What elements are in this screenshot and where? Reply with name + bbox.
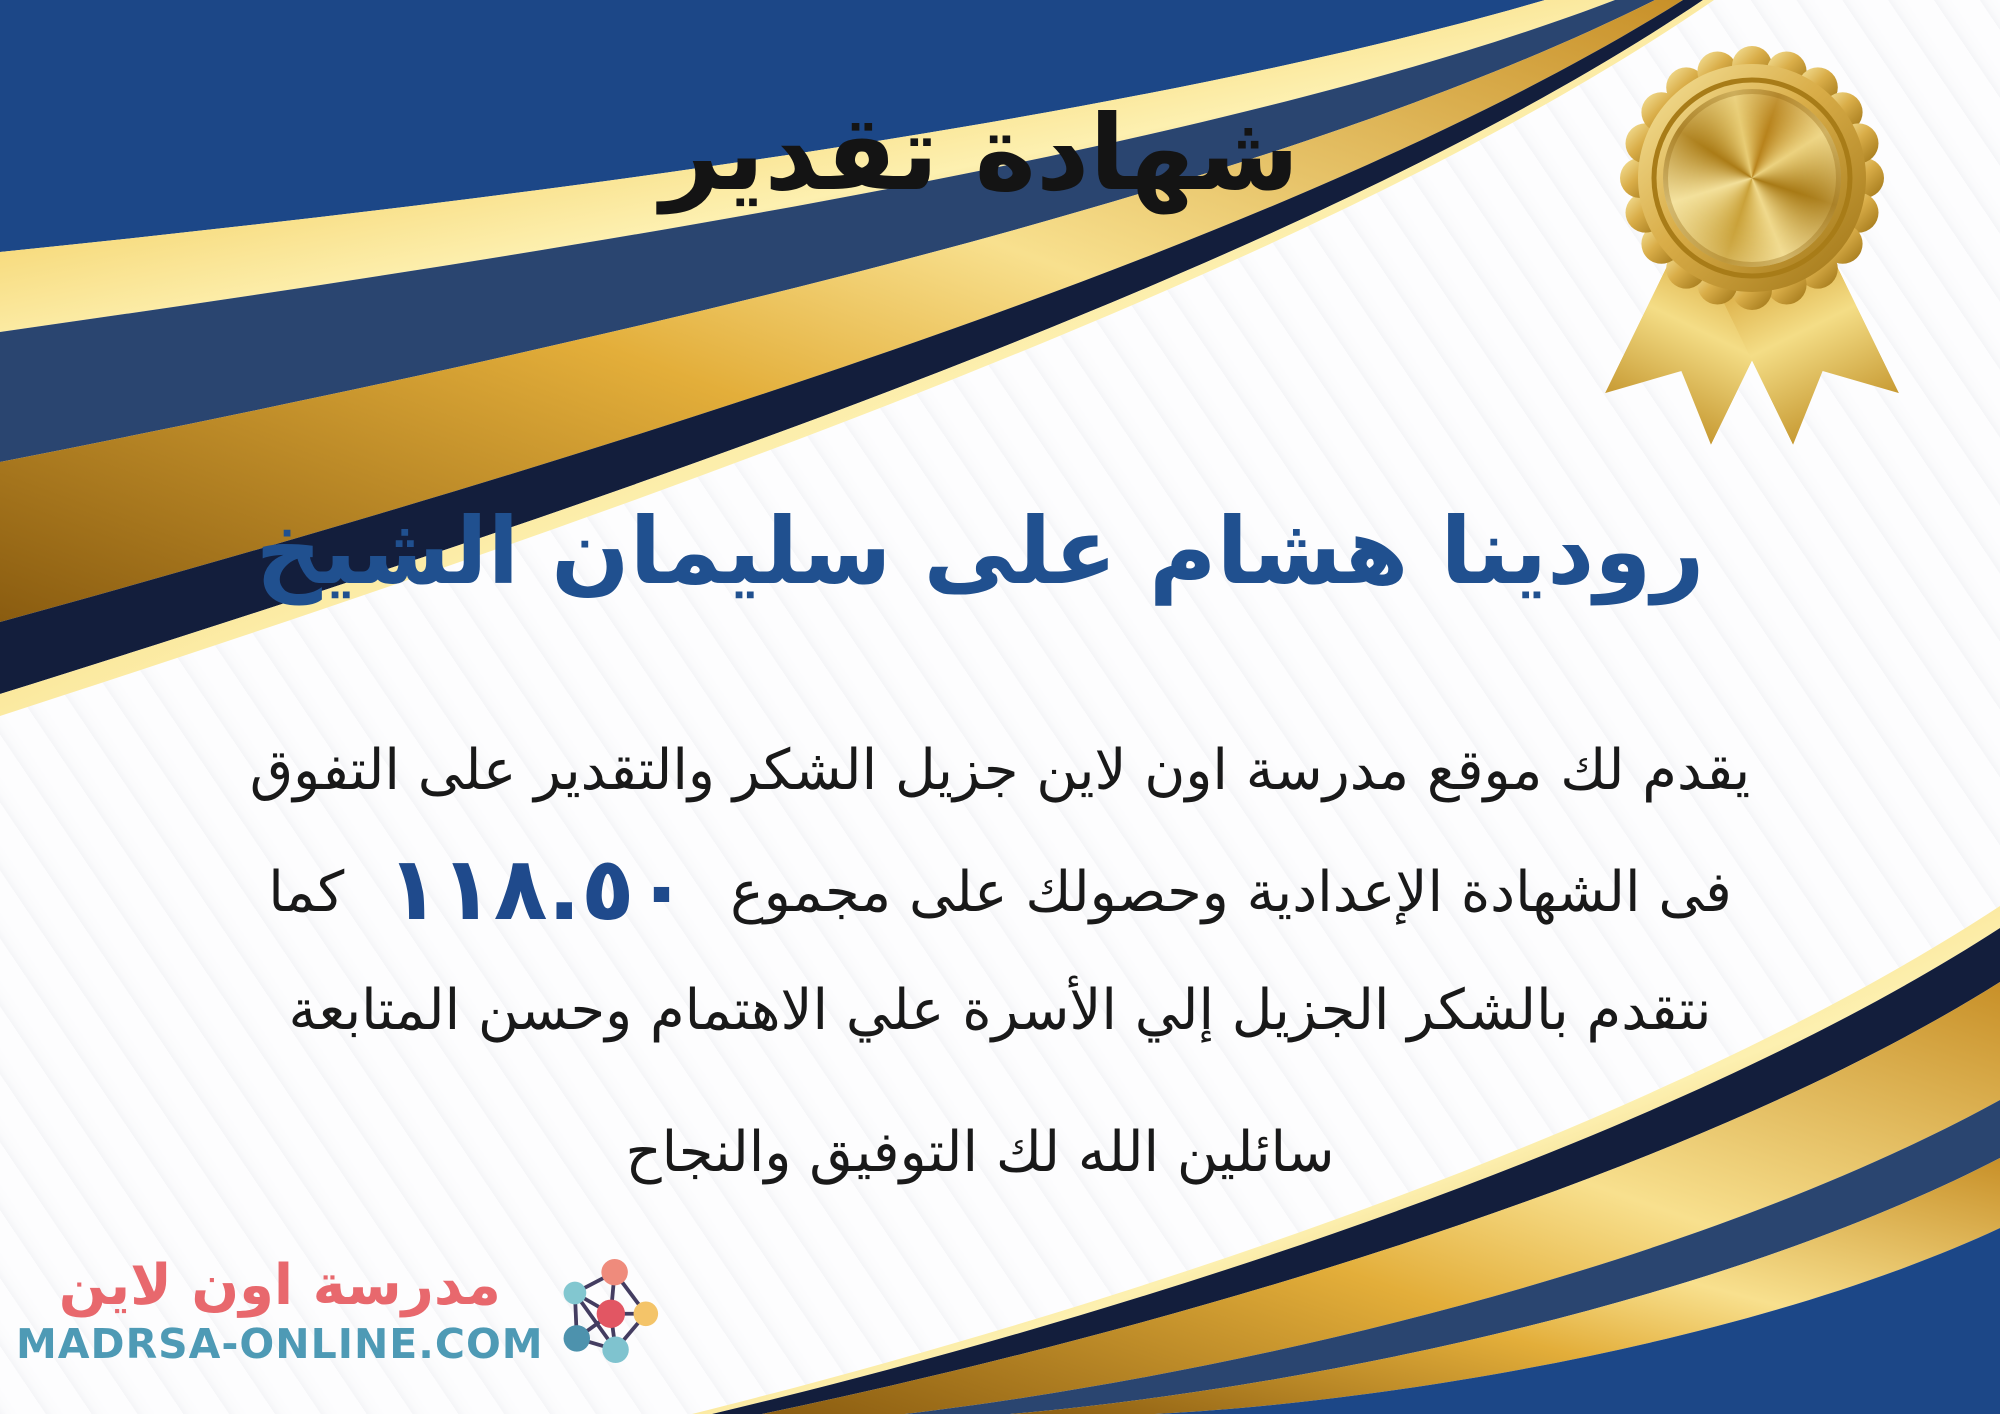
total-score-value: ١١٨.٥٠ [386, 837, 689, 940]
site-logo-texts [16, 1253, 544, 1368]
recipient-name: رودينا هشام على سليمان الشيخ [255, 498, 1705, 605]
body-line-2-prefix: فى الشهادة الإعدادية وحصولك على مجموع [730, 860, 1732, 925]
certificate-title: شهادة تقدير [660, 92, 1300, 214]
site-logo [16, 1248, 660, 1372]
body-line-3: نتقدم بالشكر الجزيل إلي الأسرة علي الاهتمام وحسن المتابعة [288, 978, 1712, 1043]
network-graph-logo-icon [556, 1248, 660, 1372]
body-line-1: يقدم لك موقع مدرسة اون لاين جزيل الشكر والتقدير على التفوق [249, 738, 1751, 803]
site-name-arabic: مدرسة اون لاين [58, 1252, 501, 1318]
body-line-2-suffix: كما [268, 860, 345, 925]
certificate-body [30, 712, 1970, 1070]
body-line-2 [30, 830, 1970, 952]
site-url: MADRSA-ONLINE.COM [16, 1319, 544, 1368]
closing-wish: سائلين الله لك التوفيق والنجاح [625, 1120, 1335, 1185]
